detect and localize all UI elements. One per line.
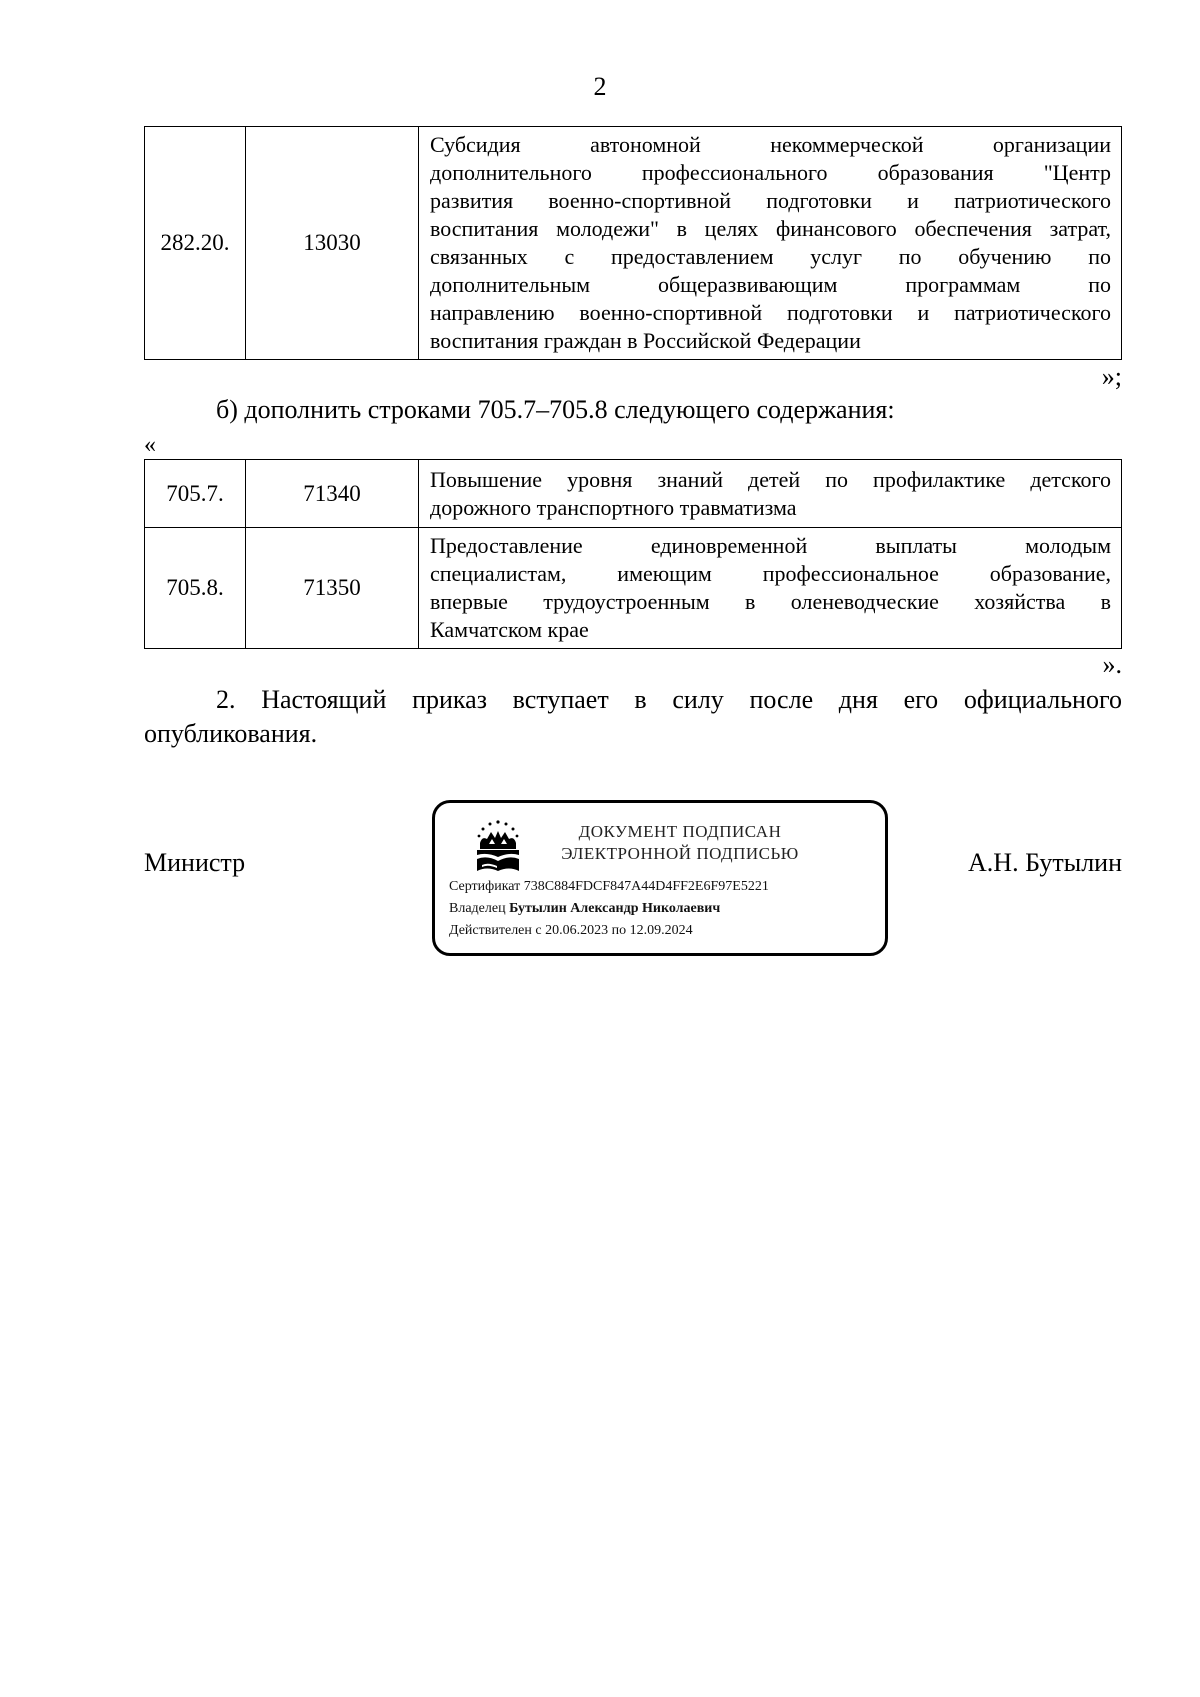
description-line: дополнительным общеразвивающим программам по: [430, 272, 1111, 297]
closing-quote-bottom: ».: [1102, 650, 1122, 679]
description-line: дополнительного профессионального образования "Центр: [430, 160, 1111, 185]
paragraph-2: [144, 683, 1122, 751]
kamchatka-emblem-icon: [473, 819, 523, 873]
signatory-title: Министр: [144, 848, 246, 877]
valid-to: 12.09.2024: [629, 923, 693, 938]
description-line: Камчатском крае: [430, 617, 589, 642]
table-row: [145, 528, 1122, 649]
description-line: специалистам, имеющим профессиональное образование,: [430, 561, 1111, 586]
owner-label: Владелец: [449, 901, 506, 916]
row-description: [419, 460, 1122, 528]
row-description: [419, 127, 1122, 360]
description-line: воспитания молодежи" в целях финансового обеспечения затрат,: [430, 216, 1111, 241]
table-row: [145, 127, 1122, 360]
description-line: впервые трудоустроенным в оленеводческие хозяйства в: [430, 589, 1111, 614]
certificate-value: 738C884FDCF847A44D4FF2E6F97E5221: [523, 879, 769, 894]
description-line: Субсидия автономной некоммерческой организации: [430, 132, 1111, 157]
description-line: развития военно-спортивной подготовки и патриотического: [430, 188, 1111, 213]
row-description: [419, 528, 1122, 649]
stamp-heading: [545, 821, 815, 865]
certificate-label: Сертификат: [449, 879, 521, 894]
row-number: 282.20.: [145, 127, 246, 360]
stamp-validity: [449, 923, 693, 939]
paragraph-line: 2. Настоящий приказ вступает в силу после дня его официального: [216, 685, 1122, 714]
signatory-name: А.Н. Бутылин: [968, 848, 1122, 877]
stamp-owner: [449, 901, 720, 917]
page-number: 2: [593, 72, 607, 101]
row-number: 705.8.: [145, 528, 246, 649]
table-top: [144, 126, 1122, 360]
row-code: 71340: [246, 460, 419, 528]
description-line: дорожного транспортного травматизма: [430, 494, 797, 520]
opening-quote: «: [144, 432, 156, 458]
table-bottom: [144, 459, 1122, 649]
electronic-signature-stamp: [432, 800, 888, 956]
stamp-heading-line: ЭЛЕКТРОННОЙ ПОДПИСЬЮ: [561, 844, 799, 863]
closing-quote-top: »;: [1101, 362, 1122, 391]
description-line: связанных с предоставлением услуг по обучению по: [430, 244, 1111, 269]
row-code: 71350: [246, 528, 419, 649]
owner-value: Бутылин Александр Николаевич: [509, 901, 721, 916]
description-line: Предоставление единовременной выплаты молодым: [430, 533, 1111, 558]
valid-to-label: по: [611, 923, 627, 938]
paragraph-line: опубликования.: [144, 719, 318, 748]
row-code: 13030: [246, 127, 419, 360]
instruction-b: б) дополнить строками 705.7–705.8 следующего содержания:: [216, 395, 895, 424]
row-number: 705.7.: [145, 460, 246, 528]
valid-label: Действителен с: [449, 923, 542, 938]
stamp-certificate: [449, 879, 769, 895]
valid-from: 20.06.2023: [545, 923, 609, 938]
stamp-heading-line: ДОКУМЕНТ ПОДПИСАН: [578, 822, 782, 841]
table-row: [145, 460, 1122, 528]
description-line: Повышение уровня знаний детей по профилактике детского: [430, 466, 1111, 492]
description-line: направлению военно-спортивной подготовки и патриотического: [430, 300, 1111, 325]
description-line: воспитания граждан в Российской Федерации: [430, 328, 861, 353]
